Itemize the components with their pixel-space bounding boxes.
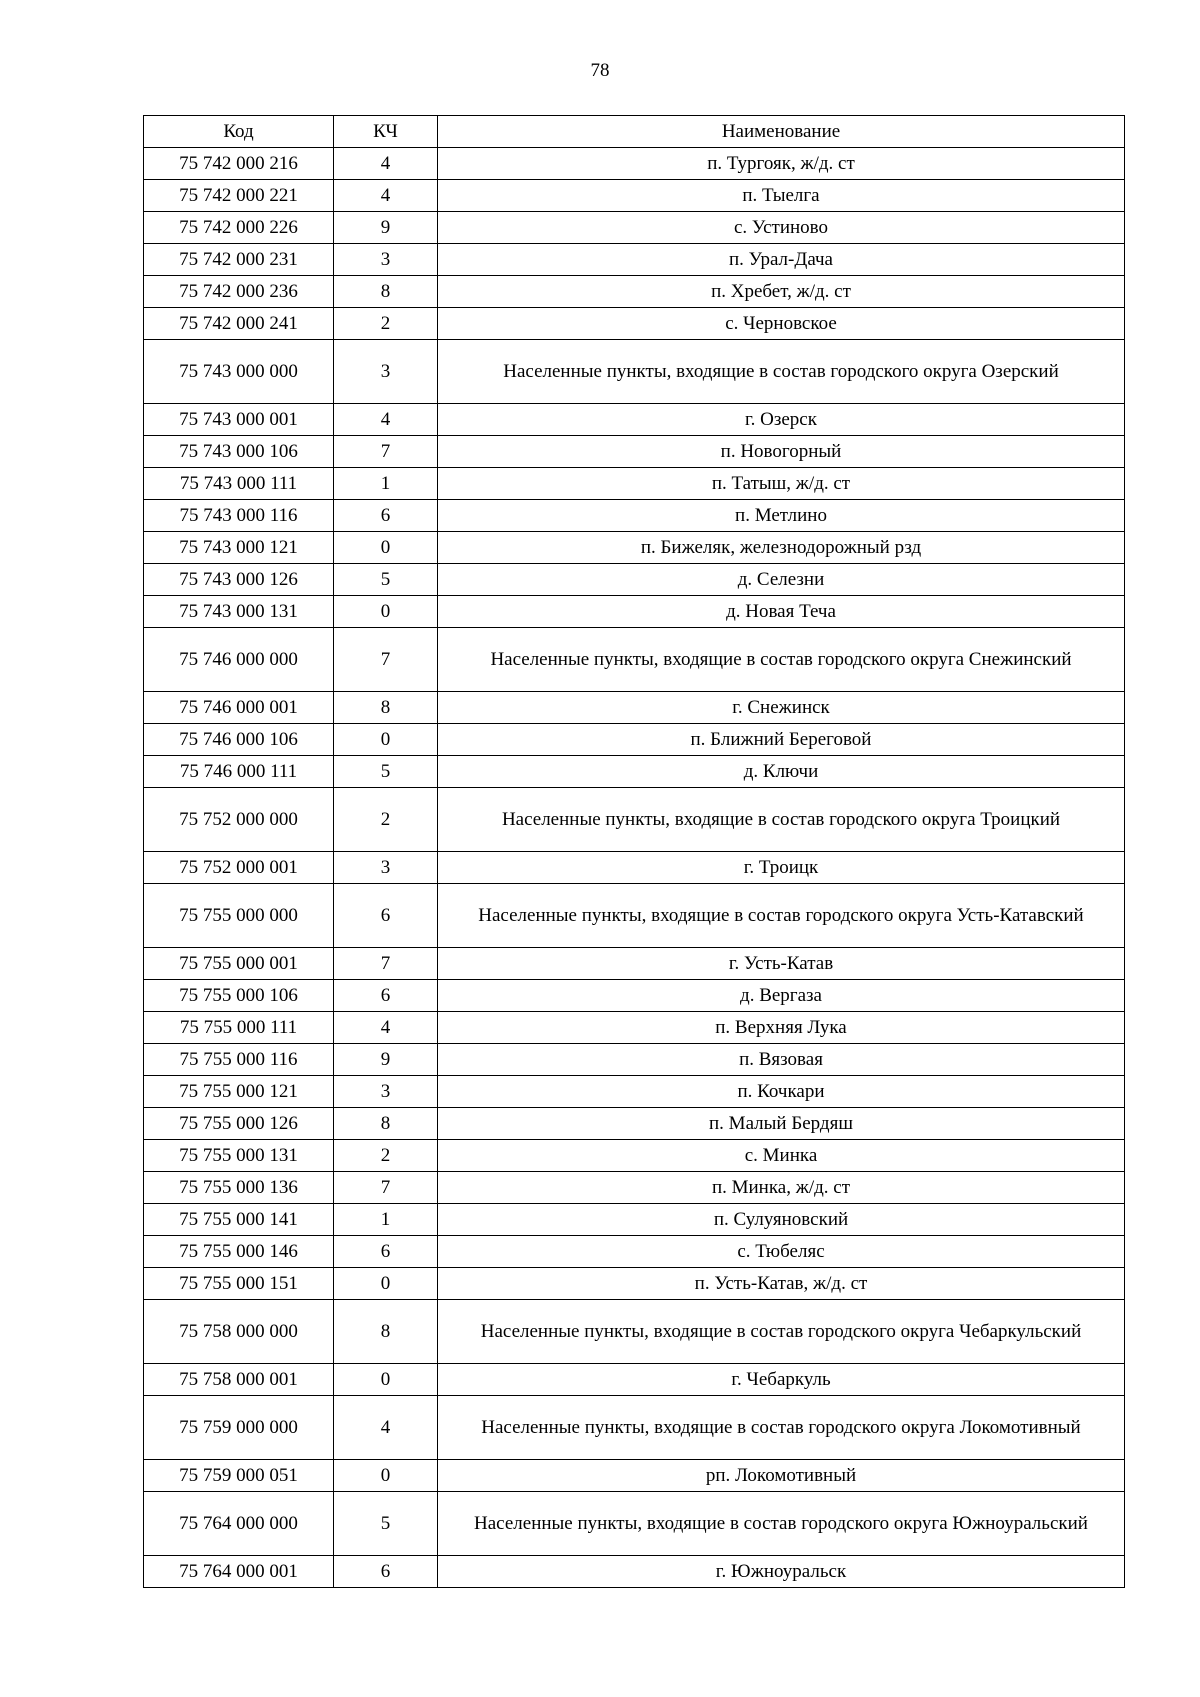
code-cell: 75 755 000 111 — [144, 1012, 334, 1044]
table-row — [144, 1108, 1125, 1140]
name-cell: г. Чебаркуль — [438, 1364, 1125, 1396]
name-cell: Населенные пункты, входящие в состав городского округа Троицкий — [438, 788, 1125, 852]
table-row — [144, 692, 1125, 724]
table-row — [144, 1076, 1125, 1108]
kch-cell: 2 — [334, 308, 438, 340]
table-row — [144, 1556, 1125, 1588]
name-cell: г. Южноуральск — [438, 1556, 1125, 1588]
name-cell: Населенные пункты, входящие в состав городского округа Чебаркульский — [438, 1300, 1125, 1364]
kch-cell: 2 — [334, 788, 438, 852]
kch-cell: 0 — [334, 1268, 438, 1300]
kch-cell: 6 — [334, 980, 438, 1012]
kch-cell: 5 — [334, 564, 438, 596]
table-row — [144, 756, 1125, 788]
kch-cell: 0 — [334, 532, 438, 564]
table-row — [144, 276, 1125, 308]
table-row — [144, 468, 1125, 500]
kch-cell: 9 — [334, 1044, 438, 1076]
code-cell: 75 743 000 131 — [144, 596, 334, 628]
table-row — [144, 852, 1125, 884]
kch-cell: 8 — [334, 692, 438, 724]
table-body — [144, 148, 1125, 1588]
kch-cell: 0 — [334, 596, 438, 628]
name-cell: п. Верхняя Лука — [438, 1012, 1125, 1044]
table-row — [144, 340, 1125, 404]
name-cell: п. Минка, ж/д. ст — [438, 1172, 1125, 1204]
table-row — [144, 212, 1125, 244]
code-cell: 75 755 000 001 — [144, 948, 334, 980]
name-cell: д. Новая Теча — [438, 596, 1125, 628]
header-kch: КЧ — [334, 116, 438, 148]
code-cell: 75 742 000 241 — [144, 308, 334, 340]
code-cell: 75 743 000 111 — [144, 468, 334, 500]
table-row — [144, 1460, 1125, 1492]
kch-cell: 5 — [334, 1492, 438, 1556]
name-cell: п. Сулуяновский — [438, 1204, 1125, 1236]
table-row — [144, 532, 1125, 564]
kch-cell: 9 — [334, 212, 438, 244]
name-cell: п. Татыш, ж/д. ст — [438, 468, 1125, 500]
table-row — [144, 948, 1125, 980]
name-cell: п. Малый Бердяш — [438, 1108, 1125, 1140]
code-cell: 75 758 000 000 — [144, 1300, 334, 1364]
table-row — [144, 1172, 1125, 1204]
header-code: Код — [144, 116, 334, 148]
kch-cell: 7 — [334, 628, 438, 692]
table-row — [144, 1300, 1125, 1364]
code-cell: 75 743 000 106 — [144, 436, 334, 468]
table-row — [144, 1012, 1125, 1044]
code-cell: 75 743 000 121 — [144, 532, 334, 564]
table-row — [144, 308, 1125, 340]
kch-cell: 6 — [334, 1236, 438, 1268]
table-row — [144, 788, 1125, 852]
name-cell: д. Селезни — [438, 564, 1125, 596]
code-cell: 75 755 000 146 — [144, 1236, 334, 1268]
kch-cell: 3 — [334, 244, 438, 276]
table-row — [144, 564, 1125, 596]
kch-cell: 8 — [334, 1300, 438, 1364]
name-cell: г. Троицк — [438, 852, 1125, 884]
name-cell: Населенные пункты, входящие в состав городского округа Локомотивный — [438, 1396, 1125, 1460]
page-number: 78 — [590, 60, 610, 81]
code-cell: 75 742 000 231 — [144, 244, 334, 276]
name-cell: г. Озерск — [438, 404, 1125, 436]
name-cell: с. Тюбеляс — [438, 1236, 1125, 1268]
code-cell: 75 759 000 051 — [144, 1460, 334, 1492]
code-cell: 75 755 000 000 — [144, 884, 334, 948]
table-row — [144, 244, 1125, 276]
name-cell: п. Бижеляк, железнодорожный рзд — [438, 532, 1125, 564]
code-cell: 75 755 000 116 — [144, 1044, 334, 1076]
name-cell: с. Устиново — [438, 212, 1125, 244]
code-cell: 75 746 000 106 — [144, 724, 334, 756]
code-cell: 75 743 000 001 — [144, 404, 334, 436]
kch-cell: 4 — [334, 148, 438, 180]
code-cell: 75 755 000 121 — [144, 1076, 334, 1108]
table-row — [144, 1236, 1125, 1268]
kch-cell: 2 — [334, 1140, 438, 1172]
code-cell: 75 764 000 000 — [144, 1492, 334, 1556]
code-cell: 75 755 000 106 — [144, 980, 334, 1012]
kch-cell: 1 — [334, 468, 438, 500]
kch-cell: 8 — [334, 276, 438, 308]
kch-cell: 7 — [334, 436, 438, 468]
kch-cell: 3 — [334, 340, 438, 404]
name-cell: п. Ближний Береговой — [438, 724, 1125, 756]
code-cell: 75 752 000 000 — [144, 788, 334, 852]
kch-cell: 0 — [334, 1460, 438, 1492]
name-cell: п. Тургояк, ж/д. ст — [438, 148, 1125, 180]
code-cell: 75 742 000 221 — [144, 180, 334, 212]
name-cell: Населенные пункты, входящие в состав городского округа Южноуральский — [438, 1492, 1125, 1556]
table-row — [144, 500, 1125, 532]
settlements-code-table — [143, 115, 1125, 1588]
name-cell: п. Кочкари — [438, 1076, 1125, 1108]
code-cell: 75 743 000 000 — [144, 340, 334, 404]
kch-cell: 3 — [334, 852, 438, 884]
table-row — [144, 148, 1125, 180]
kch-cell: 0 — [334, 724, 438, 756]
name-cell: п. Новогорный — [438, 436, 1125, 468]
table-row — [144, 1396, 1125, 1460]
name-cell: г. Усть-Катав — [438, 948, 1125, 980]
code-cell: 75 758 000 001 — [144, 1364, 334, 1396]
kch-cell: 1 — [334, 1204, 438, 1236]
code-cell: 75 764 000 001 — [144, 1556, 334, 1588]
code-cell: 75 742 000 216 — [144, 148, 334, 180]
table-row — [144, 1268, 1125, 1300]
name-cell: п. Усть-Катав, ж/д. ст — [438, 1268, 1125, 1300]
code-cell: 75 743 000 126 — [144, 564, 334, 596]
kch-cell: 7 — [334, 948, 438, 980]
kch-cell: 4 — [334, 180, 438, 212]
code-cell: 75 742 000 226 — [144, 212, 334, 244]
kch-cell: 4 — [334, 1396, 438, 1460]
name-cell: рп. Локомотивный — [438, 1460, 1125, 1492]
kch-cell: 5 — [334, 756, 438, 788]
code-cell: 75 746 000 111 — [144, 756, 334, 788]
kch-cell: 4 — [334, 1012, 438, 1044]
table-row — [144, 628, 1125, 692]
name-cell: п. Вязовая — [438, 1044, 1125, 1076]
table-row — [144, 724, 1125, 756]
table-row — [144, 1140, 1125, 1172]
name-cell: Населенные пункты, входящие в состав городского округа Озерский — [438, 340, 1125, 404]
code-cell: 75 755 000 126 — [144, 1108, 334, 1140]
header-name: Наименование — [438, 116, 1125, 148]
name-cell: Населенные пункты, входящие в состав городского округа Снежинский — [438, 628, 1125, 692]
name-cell: п. Урал-Дача — [438, 244, 1125, 276]
table-row — [144, 980, 1125, 1012]
code-cell: 75 755 000 131 — [144, 1140, 334, 1172]
name-cell: д. Ключи — [438, 756, 1125, 788]
name-cell: Населенные пункты, входящие в состав городского округа Усть-Катавский — [438, 884, 1125, 948]
table-row — [144, 436, 1125, 468]
name-cell: п. Метлино — [438, 500, 1125, 532]
name-cell: п. Хребет, ж/д. ст — [438, 276, 1125, 308]
table-row — [144, 884, 1125, 948]
table-row — [144, 1492, 1125, 1556]
table-header-row — [144, 116, 1125, 148]
table-row — [144, 1204, 1125, 1236]
code-cell: 75 752 000 001 — [144, 852, 334, 884]
kch-cell: 0 — [334, 1364, 438, 1396]
kch-cell: 3 — [334, 1076, 438, 1108]
code-cell: 75 755 000 141 — [144, 1204, 334, 1236]
table-row — [144, 596, 1125, 628]
code-cell: 75 742 000 236 — [144, 276, 334, 308]
code-cell: 75 759 000 000 — [144, 1396, 334, 1460]
kch-cell: 6 — [334, 1556, 438, 1588]
table-row — [144, 404, 1125, 436]
kch-cell: 6 — [334, 500, 438, 532]
kch-cell: 6 — [334, 884, 438, 948]
name-cell: г. Снежинск — [438, 692, 1125, 724]
code-cell: 75 743 000 116 — [144, 500, 334, 532]
name-cell: п. Тыелга — [438, 180, 1125, 212]
table-row — [144, 1044, 1125, 1076]
name-cell: д. Вергаза — [438, 980, 1125, 1012]
kch-cell: 7 — [334, 1172, 438, 1204]
code-cell: 75 755 000 151 — [144, 1268, 334, 1300]
code-cell: 75 746 000 000 — [144, 628, 334, 692]
kch-cell: 4 — [334, 404, 438, 436]
table-row — [144, 180, 1125, 212]
name-cell: с. Черновское — [438, 308, 1125, 340]
code-cell: 75 755 000 136 — [144, 1172, 334, 1204]
name-cell: с. Минка — [438, 1140, 1125, 1172]
table-row — [144, 1364, 1125, 1396]
code-cell: 75 746 000 001 — [144, 692, 334, 724]
kch-cell: 8 — [334, 1108, 438, 1140]
